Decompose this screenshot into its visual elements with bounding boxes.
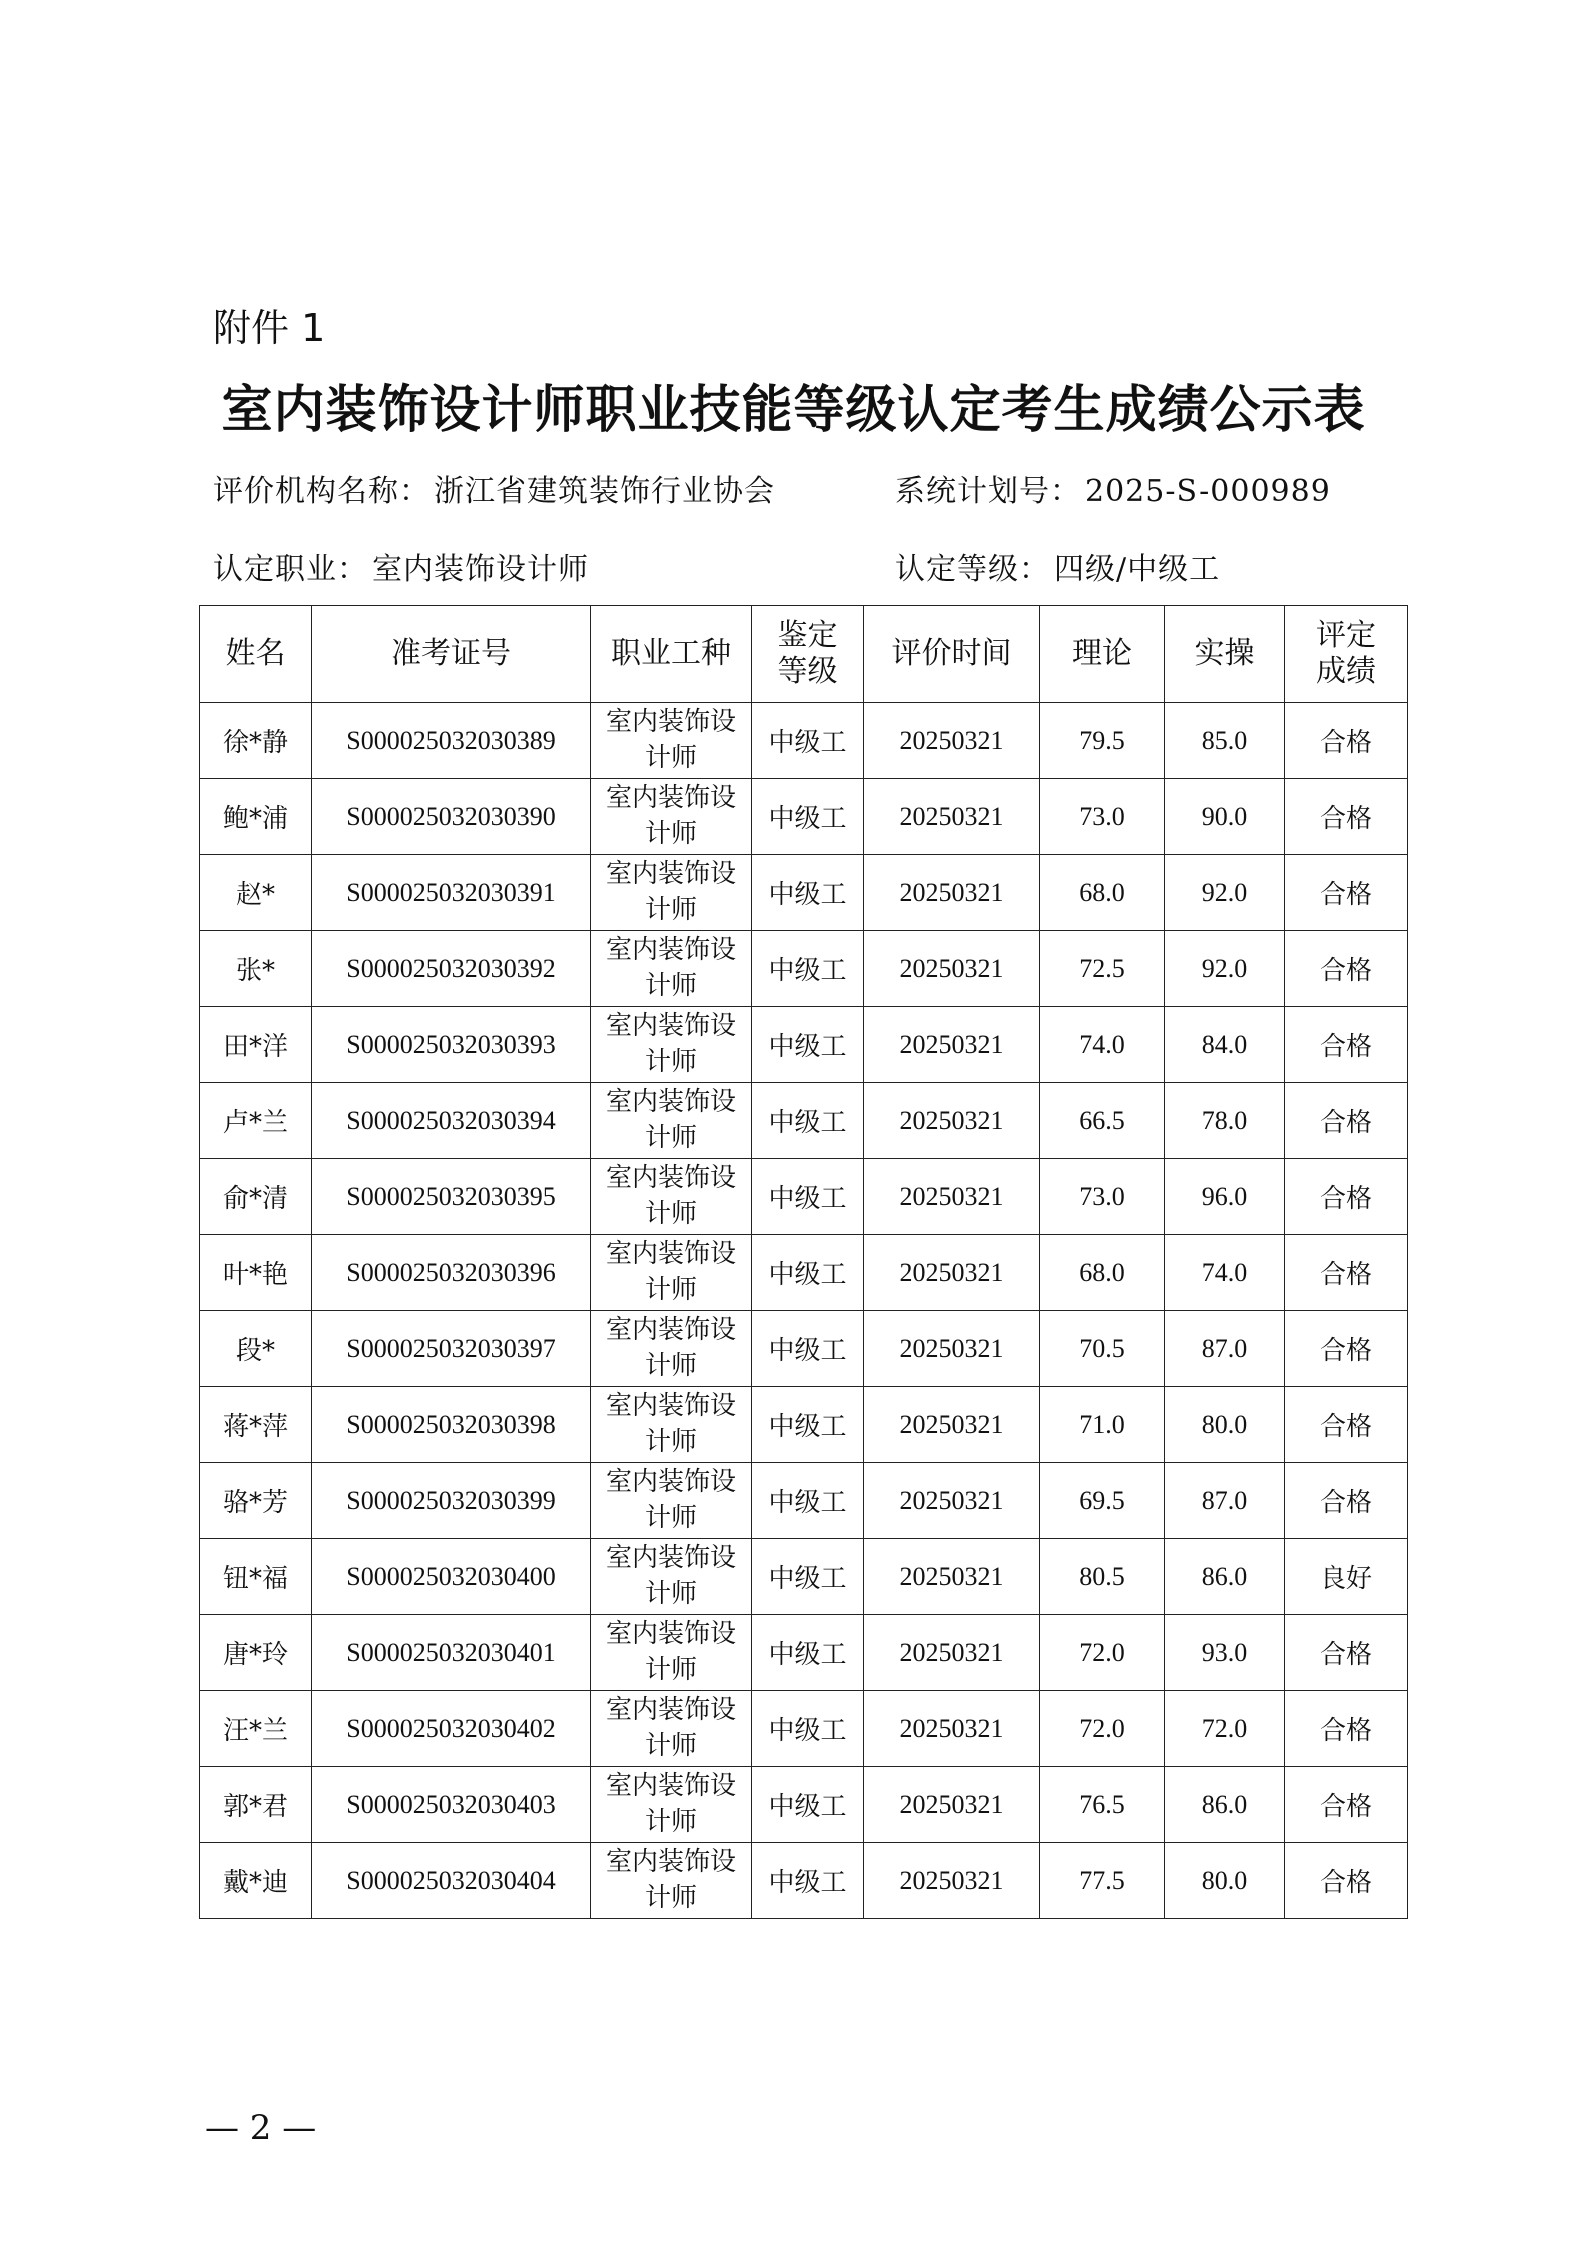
cell-occupation — [591, 1691, 752, 1767]
cell-occupation-text: 室内装饰设计师 — [606, 935, 737, 1001]
cell-occupation-text: 室内装饰设计师 — [606, 859, 737, 925]
table-row — [200, 1387, 1408, 1463]
cell-eval-date: 20250321 — [864, 779, 1040, 855]
cell-occupation-text: 室内装饰设计师 — [606, 1467, 737, 1533]
table-row — [200, 703, 1408, 779]
cell-level: 中级工 — [752, 779, 864, 855]
cell-level: 中级工 — [752, 1235, 864, 1311]
cell-exam-id: S000025032030397 — [312, 1311, 591, 1387]
cell-name: 骆*芳 — [200, 1463, 312, 1539]
cell-eval-date: 20250321 — [864, 1083, 1040, 1159]
org-value: 浙江省建筑装饰行业协会 — [434, 474, 775, 509]
cell-practice: 74.0 — [1165, 1235, 1285, 1311]
cell-grade: 合格 — [1285, 703, 1408, 779]
cell-occupation — [591, 1311, 752, 1387]
cell-grade: 良好 — [1285, 1539, 1408, 1615]
cell-occupation-text: 室内装饰设计师 — [606, 1163, 737, 1229]
cell-practice: 80.0 — [1165, 1387, 1285, 1463]
cell-grade: 合格 — [1285, 1311, 1408, 1387]
cell-occupation — [591, 703, 752, 779]
cell-eval-date: 20250321 — [864, 1007, 1040, 1083]
cell-practice: 84.0 — [1165, 1007, 1285, 1083]
cell-name: 俞*清 — [200, 1159, 312, 1235]
cell-occupation — [591, 1767, 752, 1843]
cell-grade: 合格 — [1285, 779, 1408, 855]
occupation-info — [213, 544, 589, 588]
cell-level: 中级工 — [752, 1387, 864, 1463]
cell-theory: 68.0 — [1040, 855, 1165, 931]
cell-name: 钮*福 — [200, 1539, 312, 1615]
cell-grade: 合格 — [1285, 1159, 1408, 1235]
cell-practice: 92.0 — [1165, 931, 1285, 1007]
table-row — [200, 1767, 1408, 1843]
cell-name: 唐*玲 — [200, 1615, 312, 1691]
cell-practice: 96.0 — [1165, 1159, 1285, 1235]
cell-level: 中级工 — [752, 1159, 864, 1235]
cell-occupation-text: 室内装饰设计师 — [606, 783, 737, 849]
cell-occupation — [591, 1387, 752, 1463]
cell-grade: 合格 — [1285, 1463, 1408, 1539]
cell-grade: 合格 — [1285, 855, 1408, 931]
table-row — [200, 1615, 1408, 1691]
cell-eval-date: 20250321 — [864, 1235, 1040, 1311]
cell-exam-id: S000025032030395 — [312, 1159, 591, 1235]
plan-info — [895, 466, 1331, 510]
header-name: 姓名 — [200, 606, 312, 703]
cell-theory: 66.5 — [1040, 1083, 1165, 1159]
cell-grade: 合格 — [1285, 1007, 1408, 1083]
cell-exam-id: S000025032030400 — [312, 1539, 591, 1615]
cell-occupation — [591, 1463, 752, 1539]
level-info — [895, 544, 1220, 588]
cell-practice: 93.0 — [1165, 1615, 1285, 1691]
cell-name: 郭*君 — [200, 1767, 312, 1843]
header-theory: 理论 — [1040, 606, 1165, 703]
table-row — [200, 1311, 1408, 1387]
cell-name: 汪*兰 — [200, 1691, 312, 1767]
header-appraisal-level — [752, 606, 864, 703]
occupation-value: 室内装饰设计师 — [372, 552, 589, 587]
score-table — [199, 605, 1408, 1919]
header-grade-text: 评定成绩 — [1316, 618, 1376, 689]
cell-theory: 73.0 — [1040, 779, 1165, 855]
attachment-label: 附件 1 — [213, 306, 326, 350]
cell-eval-date: 20250321 — [864, 1311, 1040, 1387]
cell-level: 中级工 — [752, 1007, 864, 1083]
cell-occupation — [591, 1159, 752, 1235]
table-row — [200, 1159, 1408, 1235]
cell-practice: 78.0 — [1165, 1083, 1285, 1159]
cell-occupation-text: 室内装饰设计师 — [606, 1087, 737, 1153]
cell-occupation-text: 室内装饰设计师 — [606, 1771, 737, 1837]
cell-theory: 69.5 — [1040, 1463, 1165, 1539]
cell-practice: 87.0 — [1165, 1311, 1285, 1387]
cell-theory: 68.0 — [1040, 1235, 1165, 1311]
cell-level: 中级工 — [752, 1083, 864, 1159]
cell-eval-date: 20250321 — [864, 1539, 1040, 1615]
cell-practice: 86.0 — [1165, 1767, 1285, 1843]
cell-practice: 72.0 — [1165, 1691, 1285, 1767]
cell-occupation — [591, 779, 752, 855]
cell-theory: 70.5 — [1040, 1311, 1165, 1387]
cell-occupation — [591, 1539, 752, 1615]
cell-name: 段* — [200, 1311, 312, 1387]
cell-name: 徐*静 — [200, 703, 312, 779]
cell-occupation — [591, 855, 752, 931]
cell-occupation-text: 室内装饰设计师 — [606, 707, 737, 773]
cell-level: 中级工 — [752, 1463, 864, 1539]
cell-exam-id: S000025032030392 — [312, 931, 591, 1007]
table-row — [200, 1539, 1408, 1615]
cell-exam-id: S000025032030389 — [312, 703, 591, 779]
table-row — [200, 1843, 1408, 1919]
cell-level: 中级工 — [752, 931, 864, 1007]
cell-grade: 合格 — [1285, 1767, 1408, 1843]
cell-occupation-text: 室内装饰设计师 — [606, 1315, 737, 1381]
cell-occupation-text: 室内装饰设计师 — [606, 1695, 737, 1761]
cell-occupation — [591, 1843, 752, 1919]
cell-theory: 71.0 — [1040, 1387, 1165, 1463]
cell-exam-id: S000025032030396 — [312, 1235, 591, 1311]
cell-eval-date: 20250321 — [864, 1615, 1040, 1691]
cell-level: 中级工 — [752, 1615, 864, 1691]
cell-practice: 92.0 — [1165, 855, 1285, 931]
level-label: 认定等级： — [895, 552, 1050, 587]
cell-occupation-text: 室内装饰设计师 — [606, 1239, 737, 1305]
cell-level: 中级工 — [752, 703, 864, 779]
cell-name: 卢*兰 — [200, 1083, 312, 1159]
cell-grade: 合格 — [1285, 1691, 1408, 1767]
cell-practice: 86.0 — [1165, 1539, 1285, 1615]
cell-eval-date: 20250321 — [864, 1463, 1040, 1539]
cell-grade: 合格 — [1285, 1235, 1408, 1311]
cell-exam-id: S000025032030390 — [312, 779, 591, 855]
header-grade — [1285, 606, 1408, 703]
cell-grade: 合格 — [1285, 931, 1408, 1007]
cell-grade: 合格 — [1285, 1843, 1408, 1919]
org-info — [213, 466, 775, 510]
level-value: 四级/中级工 — [1054, 552, 1221, 587]
cell-exam-id: S000025032030402 — [312, 1691, 591, 1767]
cell-occupation-text: 室内装饰设计师 — [606, 1619, 737, 1685]
cell-exam-id: S000025032030403 — [312, 1767, 591, 1843]
cell-level: 中级工 — [752, 855, 864, 931]
cell-level: 中级工 — [752, 1311, 864, 1387]
cell-exam-id: S000025032030398 — [312, 1387, 591, 1463]
cell-exam-id: S000025032030401 — [312, 1615, 591, 1691]
cell-theory: 72.5 — [1040, 931, 1165, 1007]
cell-theory: 80.5 — [1040, 1539, 1165, 1615]
cell-eval-date: 20250321 — [864, 931, 1040, 1007]
cell-occupation — [591, 1235, 752, 1311]
cell-eval-date: 20250321 — [864, 1387, 1040, 1463]
cell-occupation-text: 室内装饰设计师 — [606, 1391, 737, 1457]
cell-eval-date: 20250321 — [864, 1691, 1040, 1767]
cell-theory: 79.5 — [1040, 703, 1165, 779]
cell-grade: 合格 — [1285, 1083, 1408, 1159]
cell-occupation — [591, 1007, 752, 1083]
cell-practice: 85.0 — [1165, 703, 1285, 779]
cell-practice: 87.0 — [1165, 1463, 1285, 1539]
page-number: — 2 — — [205, 2108, 317, 2148]
cell-eval-date: 20250321 — [864, 855, 1040, 931]
cell-theory: 72.0 — [1040, 1691, 1165, 1767]
cell-exam-id: S000025032030404 — [312, 1843, 591, 1919]
table-row — [200, 1007, 1408, 1083]
cell-theory: 74.0 — [1040, 1007, 1165, 1083]
plan-label: 系统计划号： — [895, 474, 1081, 509]
table-header-row — [200, 606, 1408, 703]
occupation-label: 认定职业： — [213, 552, 368, 587]
header-exam-id: 准考证号 — [312, 606, 591, 703]
cell-theory: 72.0 — [1040, 1615, 1165, 1691]
cell-eval-date: 20250321 — [864, 703, 1040, 779]
cell-exam-id: S000025032030394 — [312, 1083, 591, 1159]
table-row — [200, 779, 1408, 855]
cell-theory: 73.0 — [1040, 1159, 1165, 1235]
cell-practice: 90.0 — [1165, 779, 1285, 855]
header-appraisal-level-text: 鉴定等级 — [777, 618, 838, 689]
cell-grade: 合格 — [1285, 1615, 1408, 1691]
cell-name: 赵* — [200, 855, 312, 931]
cell-eval-date: 20250321 — [864, 1767, 1040, 1843]
header-eval-date: 评价时间 — [864, 606, 1040, 703]
cell-name: 叶*艳 — [200, 1235, 312, 1311]
cell-name: 张* — [200, 931, 312, 1007]
cell-level: 中级工 — [752, 1843, 864, 1919]
cell-level: 中级工 — [752, 1539, 864, 1615]
cell-exam-id: S000025032030393 — [312, 1007, 591, 1083]
header-occupation: 职业工种 — [591, 606, 752, 703]
cell-occupation-text: 室内装饰设计师 — [606, 1847, 737, 1913]
cell-theory: 77.5 — [1040, 1843, 1165, 1919]
plan-value: 2025-S-000989 — [1085, 474, 1331, 509]
cell-name: 鲍*浦 — [200, 779, 312, 855]
cell-level: 中级工 — [752, 1767, 864, 1843]
cell-occupation — [591, 1083, 752, 1159]
table-row — [200, 1691, 1408, 1767]
cell-occupation-text: 室内装饰设计师 — [606, 1543, 737, 1609]
cell-occupation-text: 室内装饰设计师 — [606, 1011, 737, 1077]
cell-occupation — [591, 1615, 752, 1691]
header-practice: 实操 — [1165, 606, 1285, 703]
table-row — [200, 1235, 1408, 1311]
org-label: 评价机构名称： — [213, 474, 430, 509]
cell-theory: 76.5 — [1040, 1767, 1165, 1843]
cell-name: 田*洋 — [200, 1007, 312, 1083]
table-row — [200, 855, 1408, 931]
cell-name: 戴*迪 — [200, 1843, 312, 1919]
cell-grade: 合格 — [1285, 1387, 1408, 1463]
table-row — [200, 1083, 1408, 1159]
cell-practice: 80.0 — [1165, 1843, 1285, 1919]
cell-exam-id: S000025032030391 — [312, 855, 591, 931]
cell-exam-id: S000025032030399 — [312, 1463, 591, 1539]
table-row — [200, 1463, 1408, 1539]
table-row — [200, 931, 1408, 1007]
cell-eval-date: 20250321 — [864, 1159, 1040, 1235]
page-title: 室内装饰设计师职业技能等级认定考生成绩公示表 — [221, 381, 1366, 440]
cell-eval-date: 20250321 — [864, 1843, 1040, 1919]
cell-name: 蒋*萍 — [200, 1387, 312, 1463]
cell-level: 中级工 — [752, 1691, 864, 1767]
cell-occupation — [591, 931, 752, 1007]
